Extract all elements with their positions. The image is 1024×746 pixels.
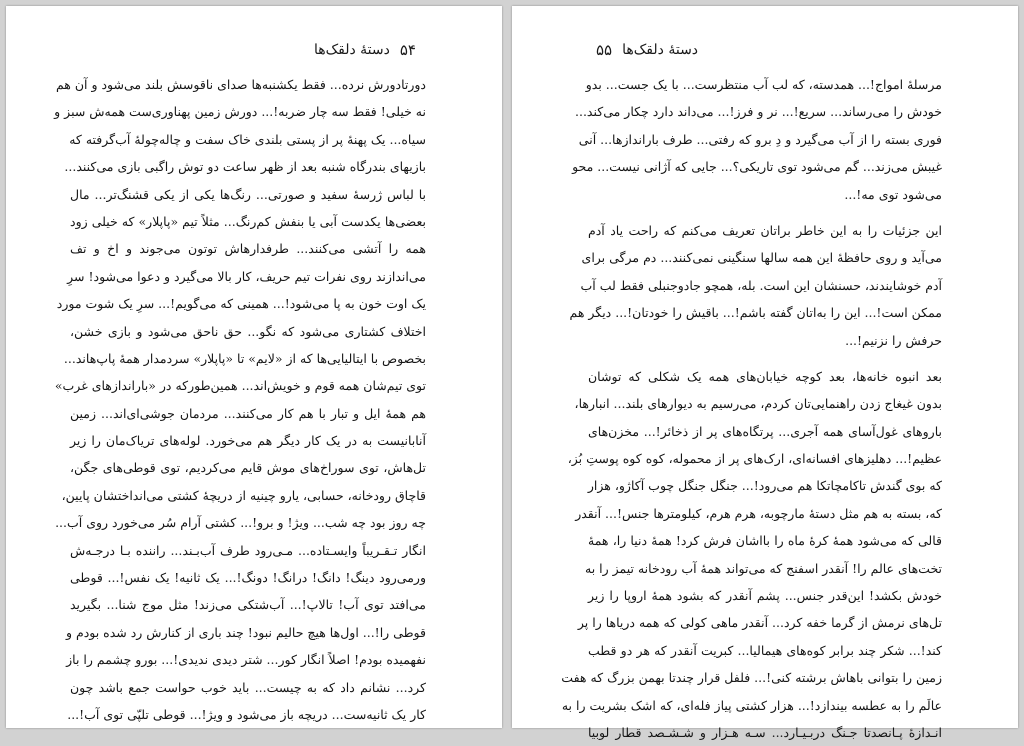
text-line: نه خیلی! فقط سه چار ضربه!... دورش زمین پهناوری‌ست همه‌ش سبز و — [54, 104, 426, 120]
text-line: اختلاف کشتاری می‌شود که نگو... حق ناحق می‌شود و بازی خشن، — [70, 323, 426, 339]
text-line: که، بسته به هم مثل دستهٔ مارچوبه، هرم هرم، کیلومترها جنس!... آنقدر — [575, 505, 942, 521]
text-line: خودش بکشد! این‌قدر جنس... پشم آنقدر که بشود همهٔ اروپا را زیر — [588, 588, 942, 604]
text-line: تل‌هاش، توی سوراخ‌های موش قایم می‌کردیم، توی قوطی‌های جگن، — [70, 460, 426, 476]
paragraph-gap — [588, 208, 942, 217]
text-line: ورمی‌رود دینگ! دانگ! درانگ! دونگ!... یک ثانیه! یک نفس!... قوطی — [70, 570, 426, 586]
right-page-body — [561, 71, 942, 746]
left-page-running-title: دستهٔ دلقک‌ها — [313, 42, 390, 58]
text-line: که بوی گندش تاکامچاتکا هم می‌رود!... جنگل جنگل چوب آکاژو، هزار — [587, 478, 942, 494]
text-line: غیبش می‌زند... گم می‌شود توی تاریکی؟... جایی که آژانی نیست... محو — [572, 159, 942, 175]
text-line: می‌اندازند روی نفرات تیم حریف، کار بالا می‌گیرد و دعوا می‌شود! سرِ — [67, 268, 426, 284]
text-line: می‌شود توی مه!... — [844, 186, 942, 202]
text-line: آدم خوشایندند، حسنشان این است. بله، همچو جادوجنبلی فقط لب آب — [580, 277, 942, 293]
text-line: این جزئیات را به این خاطر براتان تعریف می‌کنم که راحت یاد آدم — [588, 222, 942, 238]
text-line: همه را آتشی می‌کنند... طرفدارهاش توتون می‌جوند و اخ و تف — [70, 241, 426, 257]
text-line: باروهای غول‌آسای همه آجری... پرتگاه‌های پر از ذخائر!... مخزن‌های — [588, 423, 942, 439]
text-line: بازیهای بندرگاه شنبه بعد از ظهر ساعت دو توش راگبی بازی می‌کنند... — [64, 159, 426, 175]
text-line: با لباس ژرسهٔ سفید و صورتی... رنگ‌ها یکی از یکی قشنگ‌تر... مال — [70, 186, 426, 202]
text-line: تل‌های نرمش از گرما خفه کرد... آنقدر ماهی کولی که همه دریاها را پر — [577, 615, 942, 631]
text-line: بدون غیغاج زدن راهنمایی‌تان کردم، می‌رسیم به دیوارهای بلند... انبارها، — [574, 396, 942, 412]
text-line: مرسلهٔ امواج!... همدسته، که لب آب منتظرست... با یک جست... بدو — [585, 77, 942, 92]
right-page-number: ۵۵ — [596, 41, 613, 59]
text-line: سیاه... یک پهنهٔ پر از پستی بلندی خاک سفت و چاله‌چولهٔ آب‌گرفته که — [69, 131, 426, 147]
text-line: می‌افتد توی آب! تالاپ!... آب‌شتکی می‌زند! مثل موج شنا... بگیرید — [70, 597, 426, 613]
text-line: کار یک ثانیه‌ست... دریچه باز می‌شود و ویژ!... قوطی تلپّی توی آب!... — [67, 706, 426, 722]
text-line: کند!... شکر چند برابر کوه‌های هیمالیا... کبریت آنقدر که هر دو قطب — [588, 642, 942, 658]
text-line: بعد انبوه خانه‌ها، بعد کوچه خیابان‌های همه یک شکلی که توشان — [588, 368, 942, 384]
text-line: کرد... نشانم داد که به چیست... باید خوب حواست جمع باشد چون — [70, 679, 426, 695]
text-line: آنابانیست به در یک کار دیگر هم می‌خورد. لوله‌های تریاک‌مان را زیر — [70, 433, 426, 449]
text-line: می‌آید و روی حافظهٔ این همه سالها سنگینی نمی‌کنند... دم مرگی برای — [581, 250, 942, 266]
text-line: قاچاق رودخانه، حسابی، یارو چینیه از دریچهٔ کشتی می‌انداختشان پایین، — [61, 487, 426, 503]
text-line: انـدازهٔ پـانصدتا جـنگ دربـیـارد... سـه هـزار و شـشـصد قطار لوبیا — [588, 724, 942, 740]
right-page — [512, 6, 1018, 740]
text-line: دورتادورش نرده... فقط یکشنبه‌ها صدای ناقوسش بلند می‌شود و آن هم — [55, 77, 426, 92]
text-line: انگار تـقـریباً وایسـتاده... مـی‌رود طرف آب‌بـند... راننده بـا درجـه‌ش — [70, 542, 426, 558]
text-line: هم همهٔ ایل و تبار با هم کار می‌کنند... مردمان جوشی‌ای‌اند... زمین — [70, 405, 426, 421]
text-line: بعضی‌ها یکدست آبی یا بنفش کم‌رنگ... مثلاً تیم «پاپلار» که خیلی زود — [70, 213, 426, 229]
right-page-header — [596, 39, 698, 61]
left-page — [6, 6, 502, 728]
text-line: عظیم!... دهلیزهای افسانه‌ای، ارک‌های پر از محموله، کوه کوه پوستِ بُز، — [567, 451, 942, 467]
text-line: یک اوت خون به پا می‌شود!... همینی که می‌گویم!... سرِ یک شوت مورد — [56, 296, 426, 312]
left-page-number: ۵۴ — [399, 41, 416, 59]
left-page-body — [54, 71, 426, 728]
text-line: چه روز بود چه شب... ویژ! و برو!... کشتی آرام سُر می‌خورد روی آب... — [55, 515, 426, 531]
text-line: توی تیم‌شان همه قوم و خویش‌اند... همین‌طورکه در «باراندازهای غرب» — [54, 378, 426, 394]
text-line: فوری بسته را از آب می‌گیرد و دِ برو که رفتی... طرف باراندازها... آنی — [578, 131, 942, 147]
paragraph-gap — [588, 354, 942, 363]
text-line: ممکن است!... این را به‌اتان گفته باشم!... باقیش را خودتان!... دیگر هم — [569, 305, 942, 321]
text-line: بخصوص با ایتالیایی‌ها که از «لایم» تا «پاپلار» سردمدار همهٔ پاپ‌هاند... — [63, 350, 426, 366]
text-line: حرفش را نزنیم!... — [845, 332, 942, 348]
text-line: زمین را بتوانی باهاش برشته کنی!... فلفل قرار چندتا بهمن بزرگ که هفت — [561, 670, 942, 686]
text-line: تخت‌های عالم را! آنقدر اسفنج که می‌تواند همهٔ آب رودخانه تیمز را به — [585, 560, 942, 576]
left-page-header — [314, 39, 416, 61]
right-page-running-title: دستهٔ دلقک‌ها — [622, 42, 699, 58]
text-line: خودش را می‌رساند... سریع!... نر و فرز!... می‌داند دارد چکار می‌کند... — [575, 104, 942, 120]
text-line: قوطی را!... اول‌ها هیچ حالیم نبود! چند باری از کنارش رد شده بودم و — [65, 624, 426, 640]
text-line: نفهمیده بودم! اصلاً انگار کور... شتر دیدی ندیدی!... بورو چشمم را باز — [66, 652, 426, 668]
text-line: قالی که می‌شود همهٔ کرهٔ ماه را بااشان فرش کرد! همهٔ دنیا را، همهٔ — [588, 533, 942, 549]
text-line: عالَم را به عطسه بیندازد!... هزار کشتی پیاز فله‌ای، که اشک بشریت را به — [561, 697, 942, 713]
